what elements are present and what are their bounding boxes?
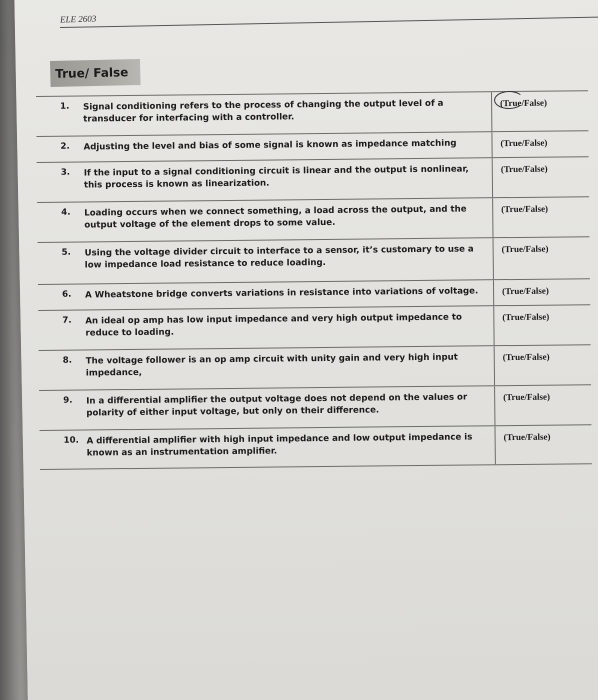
course-code: ELE 2603 (59, 13, 97, 25)
answer-choice[interactable]: (True/False) (500, 97, 547, 109)
question-row (36, 90, 588, 136)
answer-choice[interactable]: (True/False) (500, 137, 548, 149)
question-text: A differential amplifier with high input impedance and low output impedance is known as an instrumentation amplifier. (86, 432, 473, 459)
question-number: 4. (61, 207, 71, 218)
question-text: An ideal op amp has low input impedance and very high output impedance to reduce to loading. (85, 312, 462, 339)
answer-cell (493, 279, 591, 305)
answer-cell (491, 131, 589, 157)
question-number: 1. (60, 101, 70, 112)
question-number: 10. (63, 435, 79, 446)
question-row (38, 304, 590, 350)
question-row (37, 156, 589, 202)
answer-cell (494, 385, 592, 425)
question-text: Loading occurs when we connect something, a load across the output, and the output voltage of the element drops to some value. (84, 204, 467, 231)
question-text: Adjusting the level and bias of some signal is known as impedance matching (83, 138, 457, 153)
answer-choice[interactable]: (True/False) (502, 285, 549, 297)
answer-cell (494, 345, 592, 385)
question-row (39, 344, 591, 390)
answer-choice[interactable]: (True/False) (502, 311, 550, 323)
answer-cell (492, 157, 590, 197)
question-row (37, 196, 589, 242)
answer-choice[interactable]: (True/False) (503, 431, 551, 443)
question-text: Using the voltage divider circuit to interface to a sensor, it’s customary to use a low impedance load resistance to reduce loading. (84, 244, 474, 271)
question-number: 3. (60, 167, 71, 178)
question-text: The voltage follower is an op amp circuit with unity gain and very high input impedance, (85, 352, 458, 379)
question-number: 9. (63, 395, 73, 406)
answer-cell (491, 91, 589, 131)
answer-cell (493, 237, 591, 279)
answer-cell (493, 305, 591, 345)
answer-choice[interactable]: (True/False) (503, 391, 551, 403)
question-text: If the input to a signal conditioning circuit is linear and the output is nonlinear, this process is known as linearization. (83, 164, 469, 191)
answer-cell (494, 425, 592, 464)
question-number: 8. (62, 355, 73, 366)
section-title: True/ False (55, 65, 129, 81)
question-table (36, 90, 592, 470)
answer-choice[interactable]: (True/False) (502, 351, 550, 363)
question-number: 6. (62, 289, 72, 300)
question-text: A Wheatstone bridge converts variations in resistance into variations of voltage. (85, 286, 479, 301)
question-number: 5. (61, 247, 71, 258)
question-row (39, 384, 591, 430)
answer-choice[interactable]: (True/False) (500, 163, 548, 175)
answer-cell (492, 197, 590, 237)
answer-choice[interactable]: (True/False) (501, 203, 549, 215)
answer-choice[interactable]: (True/False) (501, 243, 549, 255)
question-text: In a differential amplifier the output voltage does not depend on the values or polarity of either input voltage, but only on their difference. (86, 392, 468, 419)
question-row (38, 236, 590, 284)
section-header (50, 59, 141, 87)
question-row (39, 424, 591, 470)
question-number: 2. (60, 141, 70, 152)
question-number: 7. (62, 315, 72, 326)
question-text: Signal conditioning refers to the process of changing the output level of a transducer for interfacing with a controller. (83, 98, 444, 125)
